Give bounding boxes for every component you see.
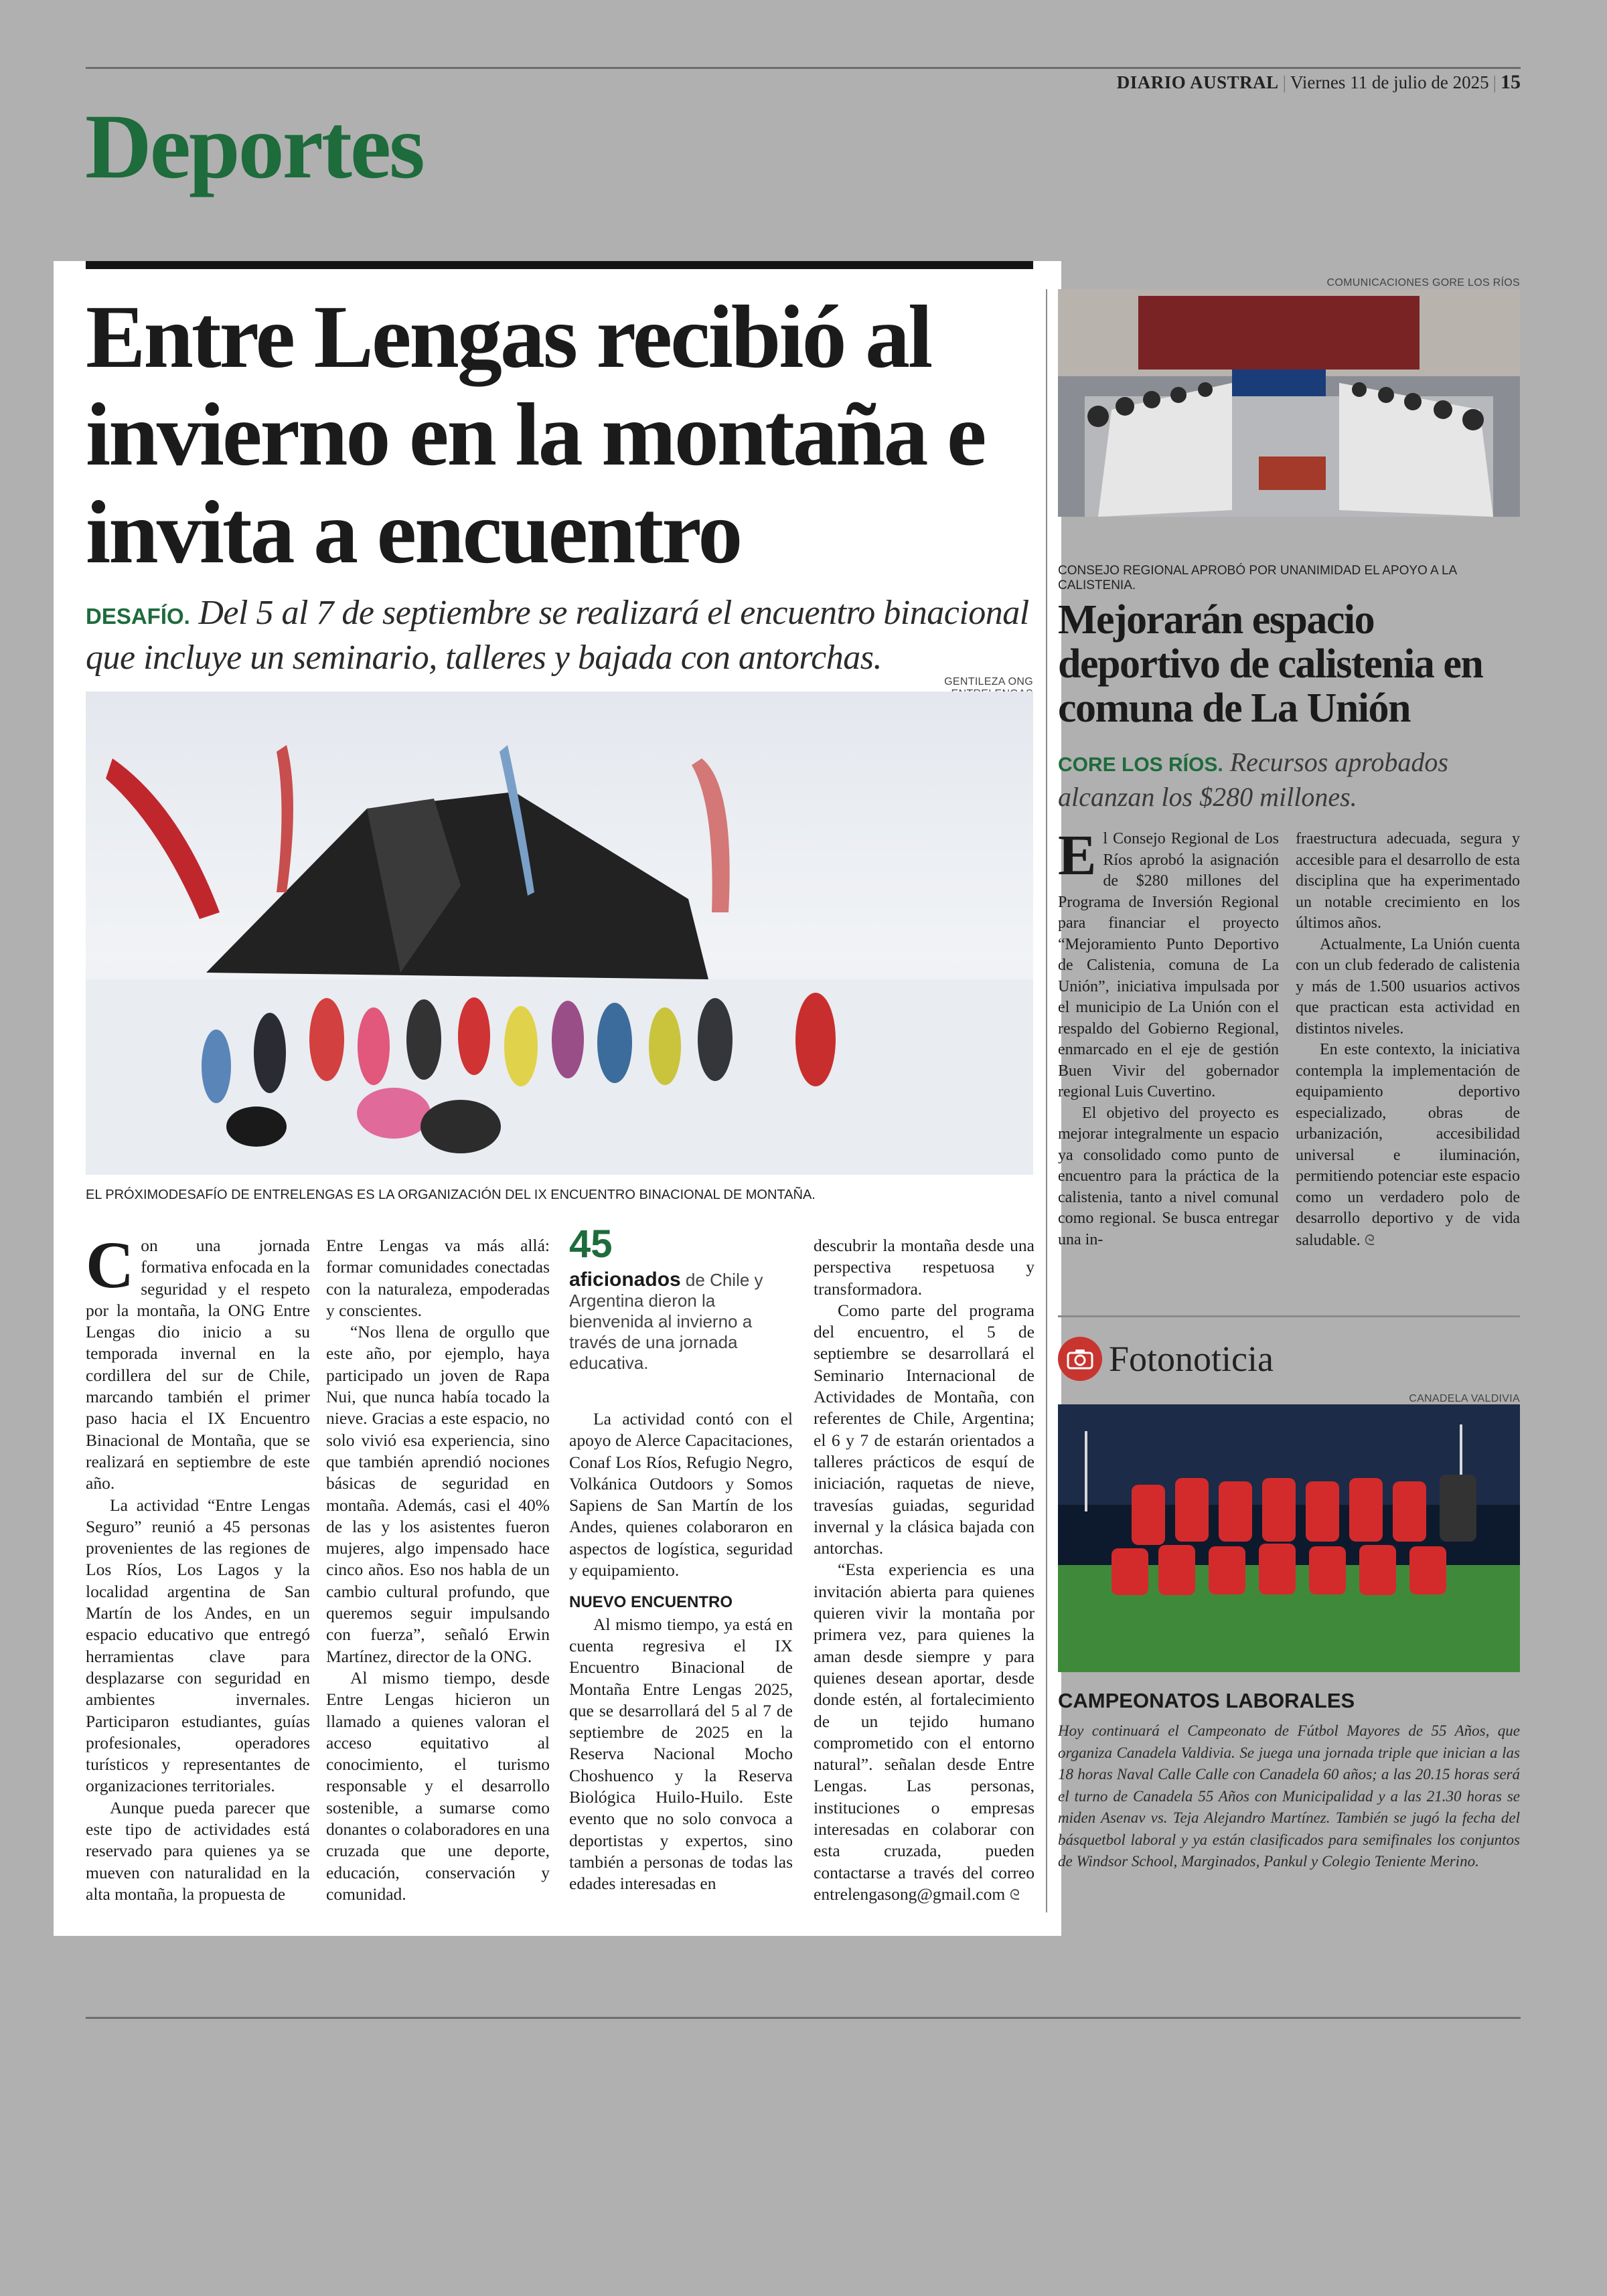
council-meeting-photo	[1058, 289, 1520, 517]
dropcap: E	[1058, 823, 1097, 887]
paragraph: En este contexto, la iniciativa contempla la implementación de equipamiento deportivo especializado, obras de urbanización, accesibilidad universal e iluminación, permitiendo potenciar este espacio como un verdadero polo de desarrollo deportivo y de vida saludable. ᘓ	[1296, 1041, 1520, 1249]
side-column-1	[1058, 823, 1279, 1250]
side-photo-caption: CONSEJO REGIONAL APROBÓ POR UNANIMIDAD EL APOYO A LA CALISTENIA.	[1058, 564, 1457, 592]
fotonoticia-headline: CAMPEONATOS LABORALES	[1058, 1689, 1355, 1712]
fotonoticia-label	[1058, 1332, 1274, 1386]
column-divider	[1046, 289, 1047, 1912]
paragraph: fraestructura adecuada, segura y accesible para el desarrollo de esta disciplina que ha experimentado un notable crecimiento en los últimos años.	[1296, 830, 1520, 932]
fotonoticia-title: Fotonoticia	[1109, 1339, 1274, 1379]
side-photo-credit: COMUNICACIONES GORE LOS RÍOS	[1326, 277, 1520, 289]
bottom-rule	[86, 2017, 1521, 2019]
paragraph: El Consejo Regional de Los Ríos aprobó la asignación de $280 millones del Programa de Inversión Regional para financiar el proyecto “Mejoramiento Punto Deportivo de Calistenia, comuna de La Unión”, iniciativa impulsada por el municipio de La Unión con el respaldo del Gobierno Regional, enmarcado en el eje de gestión Buen Vivir del gobernador regional Luis Cuvertino.	[1058, 823, 1279, 1100]
fotonoticia-body: Hoy continuará el Campeonato de Fútbol Mayores de 55 Años, que organiza Canadela Valdivia. Se juega una jornada triple que inician a las 18 horas Naval Calle Calle con Canadela 60 años; a las 20.15 horas será el turno de Canadela 55 Años con Municipalidad y a las 21.30 horas se miden Asenav vs. Teja Alejandro Martínez. También se jugó la fecha del básquetbol laboral y ya están clasificados para semifinales los conjuntos de Windsor School, Marginados, Pankul y Colegio Teniente Merino.	[1058, 1722, 1520, 1870]
subheading: NUEVO ENCUENTRO	[569, 1593, 733, 1612]
paragraph: Actualmente, La Unión cuenta con un club federado de calistenia y más de 1.500 usuarios activos que practican esta actividad en distintos niveles.	[1296, 935, 1520, 1038]
paragraph: “Esta experiencia es una invitación abierta para quienes quieren vivir la montaña por primera vez, para quienes la aman desde siempre y para quienes desean aportar, desde donde estén, al fortalecimiento de un tejido humano comprometido con el entorno natural”. señalan desde Entre Lengas. Las personas, instituciones o empresas interesadas en colaborar con esta cruzada, pueden contactarse a través del correo entrelengasong@gmail.com ᘓ	[814, 1560, 1035, 1904]
paragraph: La actividad “Entre Lengas Seguro” reunió a 45 personas provenientes de las regiones de Los Ríos, Los Lagos y la localidad argentina de San Martín de los Andes, en un espacio educativo que entregó herramientas clave para desplazarse con seguridad en ambientes invernales. Participaron estudiantes, guías profesionales, operadores turísticos y representantes de organizaciones territoriales.	[86, 1495, 310, 1796]
main-column-4	[814, 1235, 1035, 1906]
side-lead-text: Recursos aprobados alcanzan los $280 millones.	[1058, 747, 1448, 812]
section-title: Deportes	[85, 95, 423, 197]
side-kicker: CORE LOS RÍOS.	[1058, 754, 1223, 776]
group-snow-photo	[86, 691, 1033, 1175]
main-photo-caption: EL PRÓXIMODESAFÍO DE ENTRELENGAS ES LA ORGANIZACIÓN DEL IX ENCUENTRO BINACIONAL DE MONTAÑA.	[86, 1187, 816, 1202]
page-number: 15	[1501, 71, 1521, 93]
issue-date: Viernes 11 de julio de 2025	[1290, 72, 1489, 92]
main-photo	[86, 691, 1033, 1175]
section-divider	[1058, 1315, 1520, 1317]
paragraph: La actividad contó con el apoyo de Alerce Capacitaciones, Conaf Los Ríos, Refugio Negro, Volkánica Outdoors y Somos Sapiens de San Martín de los Andes, quienes colaboraron en aspectos de logística, seguridad y equipamiento.	[569, 1409, 793, 1580]
stat-number: 45	[569, 1222, 613, 1266]
side-photo	[1058, 289, 1520, 517]
main-article	[54, 261, 1061, 1936]
main-photo-credit: GENTILEZA ONG	[944, 676, 1033, 687]
camera-icon	[1058, 1337, 1102, 1381]
main-lead-text: Del 5 al 7 de septiembre se realizará el encuentro binacional que incluye un seminario, talleres y bajada con antorchas.	[86, 594, 1029, 677]
end-mark-icon: ᘓ	[1009, 1886, 1020, 1903]
end-mark-icon: ᘓ	[1364, 1231, 1375, 1248]
main-kicker: DESAFÍO.	[86, 604, 190, 629]
main-column-1	[86, 1228, 310, 1905]
stat-callout	[569, 1222, 793, 1374]
paragraph: Como parte del programa del encuentro, el 5 de septiembre se desarrollará el Seminario Internacional de Actividades de Montaña, con referentes de Chile, Argentina; el 6 y 7 de estarán orientados a talleres prácticos de esquí de iniciación, raquetas de nieve, travesías guiadas, seguridad invernal y la clásica bajada con antorchas.	[814, 1300, 1035, 1558]
paragraph: descubrir la montaña desde una perspectiva respetuosa y transformadora.	[814, 1236, 1035, 1299]
side-column-2	[1296, 829, 1520, 1251]
foto-photo	[1058, 1404, 1520, 1672]
football-team-photo	[1058, 1404, 1520, 1672]
side-headline: Mejorarán espacio deportivo de calistenia en comuna de La Unión	[1058, 597, 1483, 731]
paragraph: Al mismo tiempo, desde Entre Lengas hicieron un llamado a quienes valoran el acceso equitativo al conocimiento, el turismo responsable y el desarrollo sostenible, a sumarse como donantes o colaboradores en una cruzada que une deporte, educación, conservación y comunidad.	[326, 1667, 550, 1904]
dropcap: C	[86, 1228, 135, 1302]
foto-photo-credit: CANADELA VALDIVIA	[1409, 1393, 1520, 1404]
paragraph: Al mismo tiempo, ya está en cuenta regresiva el IX Encuentro Binacional de Montaña Entre Lengas 2025, que se desarrollará del 5 al 7 de septiembre de 2025 en la Reserva Nacional Mocho Choshuenco y la Reserva Biológica Huilo-Huilo. Este evento que no solo convoca a deportistas y expertos, sino también a personas de todas las edades interesadas en	[569, 1614, 793, 1894]
paragraph: Con una jornada formativa enfocada en la seguridad y el respeto por la montaña, la ONG Entre Lengas dio inicio a su temporada invernal en la cordillera del sur de Chile, marcando también el primer paso hacia el IX Encuentro Binacional de Montaña, que se realizará en septiembre de este año.	[86, 1228, 310, 1493]
main-headline: Entre Lengas recibió al invierno en la montaña e invita a encuentro	[86, 287, 985, 582]
main-column-2	[326, 1235, 550, 1905]
masthead: DIARIO AUSTRAL | Viernes 11 de julio de 2025 | 15	[1116, 71, 1521, 93]
paragraph: Aunque pueda parecer que este tipo de actividades está reservado para quienes ya se mueven con naturalidad en la alta montaña, la propuesta de	[86, 1797, 310, 1904]
top-rule	[86, 67, 1521, 69]
stat-text: aficionados de Chile y Argentina dieron la bienvenida al invierno a través de una jornada educativa.	[569, 1268, 763, 1373]
article-top-bar	[86, 261, 1033, 269]
newspaper-name: DIARIO AUSTRAL	[1116, 72, 1279, 92]
paragraph: “Nos llena de orgullo que este año, por ejemplo, haya participado un joven de Rapa Nui, que nunca había tocado la nieve. Gracias a este espacio, no solo vivió esa experiencia, sino que también aprendió nociones básicas de seguridad en montaña. Además, casi el 40% de las y los asistentes fueron mujeres, algo impensado hace cinco años. Eso nos habla de un cambio cultural profundo, que queremos seguir impulsando con fuerza”, señaló Erwin Martínez, director de la ONG.	[326, 1322, 550, 1666]
main-lead	[86, 592, 1037, 679]
paragraph: El objetivo del proyecto es mejorar integralmente un espacio ya consolidado como punto de encuentro para la práctica de la calistenia, tanto a nivel comunal como regional. Se busca entregar una in-	[1058, 1104, 1279, 1248]
main-column-3	[569, 1408, 793, 1895]
paragraph: Entre Lengas va más allá: formar comunidades conectadas con la naturaleza, empoderadas y conscientes.	[326, 1236, 550, 1320]
side-lead	[1058, 746, 1520, 813]
